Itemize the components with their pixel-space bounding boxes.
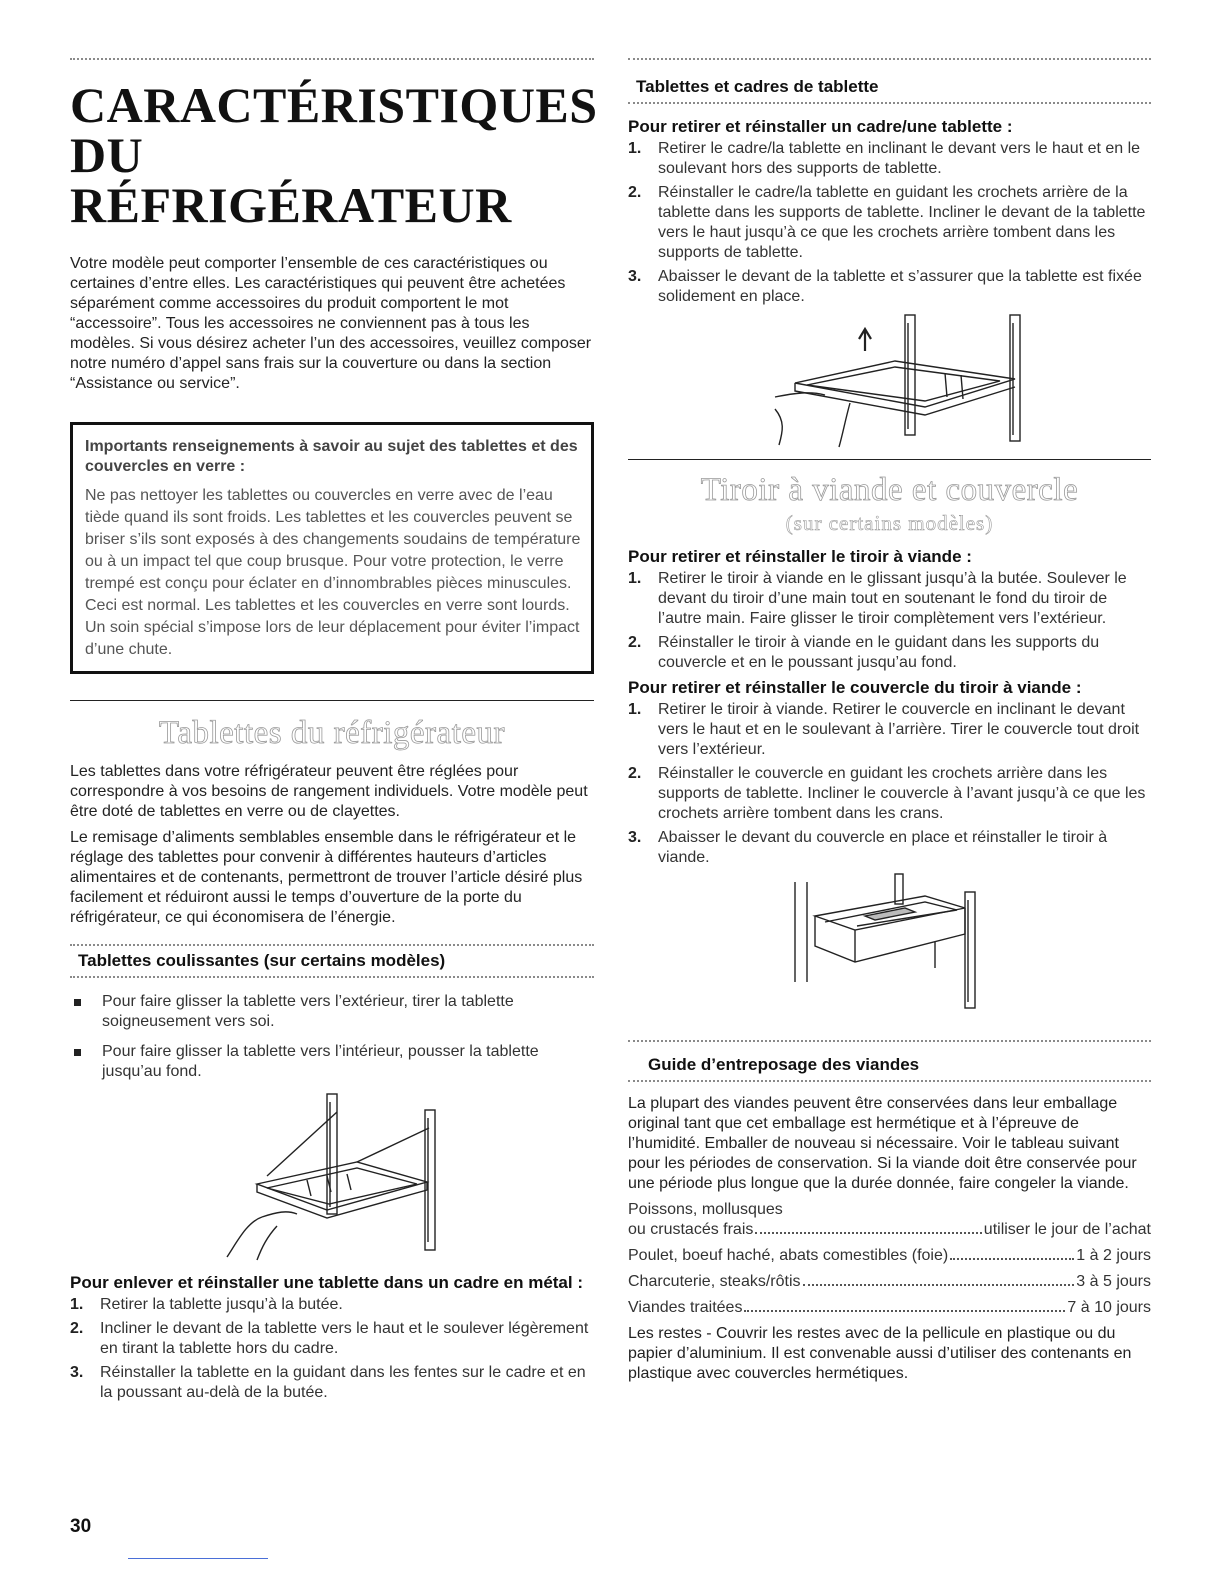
cover-heading: Pour retirer et réinstaller le couvercle du tiroir à viande : (628, 678, 1082, 697)
list-item: 2. Réinstaller le tiroir à viande en le guidant dans les supports du couvercle et en le poussant jusqu’au fond. (628, 634, 1100, 671)
frames-steps (628, 139, 1151, 307)
list-item: 2. Réinstaller le couvercle en guidant les crochets arrière dans les supports de tablette. Incliner le couvercle à l’avant jusqu’à ce que les crochets arrière tombent dans les crans. (628, 765, 1146, 822)
dotted-rule (70, 976, 594, 978)
left-column (70, 58, 598, 1407)
section-rule (70, 700, 594, 701)
dotted-rule (628, 102, 1151, 104)
list-item: 2. Incliner le devant de la tablette vers le haut et le soulever légèrement en tirant la tablette hors du cadre. (70, 1320, 589, 1357)
dot-leader (755, 1232, 981, 1234)
table-row: Viandes traitées 7 à 10 jours (628, 1299, 1151, 1316)
glass-warning-box (70, 422, 594, 674)
dotted-rule (628, 1080, 1151, 1082)
bullet-square-icon (74, 999, 81, 1006)
list-item: Pour faire glisser la tablette vers l’extérieur, tirer la tablette soigneusement vers soi. (70, 992, 594, 1032)
dot-leader (950, 1258, 1074, 1260)
bullet-square-icon (74, 1049, 81, 1056)
right-column (628, 58, 1151, 1384)
list-item: 2. Réinstaller le cadre/la tablette en guidant les crochets arrière de la tablette dans les supports de tablette. Incliner le devant de la tablette vers le haut jusqu’à ce que les crochets arrière tombent dans les supports de tablette. (628, 184, 1146, 261)
leftovers-paragraph: Les restes - Couvrir les restes avec de la pellicule en plastique ou du papier d’aluminium. Il est convenable aussi d’utiliser des contenants en plastique avec couvercles hermétiques. (628, 1325, 1132, 1382)
top-dotted-rule (70, 58, 594, 60)
list-item: 3. Réinstaller la tablette en la guidant dans les fentes sur le cadre et en la poussant au-delà de la butée. (70, 1364, 586, 1401)
warning-heading: Importants renseignements à savoir au sujet des tablettes et des couvercles en verre : (85, 438, 578, 475)
cover-steps (628, 700, 1151, 868)
section-title-shelves: Tablettes du réfrigérateur (158, 715, 505, 751)
storage-table (628, 1200, 1151, 1318)
drawer-heading: Pour retirer et réinstaller le tiroir à viande : (628, 547, 972, 566)
intro-paragraph: Votre modèle peut comporter l’ensemble de ces caractéristiques ou certaines d’entre elles. Les caractéristiques qui peuvent être achetées séparément comme accessoires du produit comportent le mot “accessoire”. Tous les accessoires ne conviennent pas à tous les modèles. Si vous désirez acheter l’un des accessoires, veuillez composer notre numéro d’appel sans frais sur la couverture ou dans la section “Assistance ou service”. (70, 255, 592, 392)
table-row: Poulet, boeuf haché, abats comestibles (foie) 1 à 2 jours (628, 1247, 1151, 1264)
warning-text: Ne pas nettoyer les tablettes ou couvercles en verre avec de l’eau tiède quand ils sont froids. Les tablettes et les couvercles peuvent se briser s’ils sont exposés à des changements soudains de température ou à un impact tel que coup brusque. Pour votre protection, le verre trempé est conçu pour éclater en d’innombrables pièces minuscules. Ceci est normal. Les tablettes et les couvercles en verre sont lourds. Un soin spécial s’impose lors de leur déplacement pour éviter l’impact d’une chute. (85, 487, 581, 658)
metal-frame-steps (70, 1295, 594, 1403)
section-rule (628, 459, 1151, 460)
shelf-frame-illustration (755, 311, 1025, 451)
meat-guide-paragraph: La plupart des viandes peuvent être conservées dans leur emballage original tant que cet emballage est hermétique et à l’épreuve de l’humidité. Emballer de nouveau si nécessaire. Voir le tableau suivant pour les périodes de conservation. Si la viande doit être conservée pour une période plus longue que la durée donnée, faire congeler la viande. (628, 1095, 1137, 1192)
page-title (70, 77, 598, 233)
list-item: Pour faire glisser la tablette vers l’intérieur, pousser la tablette jusqu’au fond. (70, 1042, 594, 1082)
list-item: 1. Retirer le cadre/la tablette en inclinant le devant vers le haut et en le soulevant hors des supports de tablette. (628, 140, 1141, 177)
meat-drawer-illustration (785, 872, 995, 1012)
section-title-meat-drawer: Tiroir à viande et couvercle (700, 472, 1079, 508)
metal-frame-heading: Pour enlever et réinstaller une tablette dans un cadre en métal : (70, 1273, 583, 1292)
list-item: 1. Retirer la tablette jusqu’à la butée. (70, 1296, 343, 1313)
list-item: 1. Retirer le tiroir à viande en le glissant jusqu’à la butée. Soulever le devant du tiroir d’une main tout en soutenant le fond du tiroir de l’autre main. Faire glisser le tiroir complètement vers l’extérieur. (628, 570, 1127, 627)
footer-line (128, 1558, 268, 1559)
list-item: 3. Abaisser le devant de la tablette et s’assurer que la tablette est fixée solidement en place. (628, 268, 1142, 305)
title-line-1: CARACTÉRISTIQUES (70, 77, 598, 133)
list-item: 1. Retirer le tiroir à viande. Retirer le couvercle en inclinant le devant vers le haut et en le soulevant à l’arrière. Tirer le couvercle tout droit vers l’extérieur. (628, 701, 1140, 758)
title-line-2: DU RÉFRIGÉRATEUR (70, 127, 512, 233)
shelves-paragraph-1: Les tablettes dans votre réfrigérateur peuvent être réglées pour correspondre à vos besoins de rangement individuels. Votre modèle peut être doté de tablettes en verre ou de clayettes. (70, 763, 588, 820)
dot-leader (803, 1284, 1075, 1286)
frames-subheading: Pour retirer et réinstaller un cadre/une tablette : (628, 117, 1013, 136)
list-item: 3. Abaisser le devant du couvercle en place et réinstaller le tiroir à viande. (628, 829, 1108, 866)
table-row: ou crustacés frais utiliser le jour de l’achat (628, 1221, 1151, 1238)
table-row: Charcuterie, steaks/rôtis 3 à 5 jours (628, 1273, 1151, 1290)
drawer-steps (628, 569, 1151, 673)
shelves-paragraph-2: Le remisage d’aliments semblables ensemble dans le réfrigérateur et le réglage des tablettes pour convenir à différentes hauteurs d’articles alimentaires et de contenants, permettront de trouver l’article désiré plus facilement et réduiront aussi le temps d’ouverture de la porte du réfrigérateur, ce qui économisera de l’énergie. (70, 829, 583, 926)
sliding-shelf-illustration (207, 1092, 457, 1262)
storage-first-line: Poissons, mollusques (628, 1201, 783, 1218)
meat-guide-heading: Guide d’entreposage des viandes (648, 1055, 920, 1074)
dot-leader (744, 1310, 1065, 1312)
sliding-shelves-heading: Tablettes coulissantes (sur certains modèles) (78, 951, 446, 970)
section-subtitle-meat-drawer: (sur certains modèles) (785, 511, 994, 535)
page-number: 30 (70, 1516, 92, 1537)
shelves-frames-heading: Tablettes et cadres de tablette (636, 77, 879, 96)
sliding-bullets (70, 992, 594, 1082)
